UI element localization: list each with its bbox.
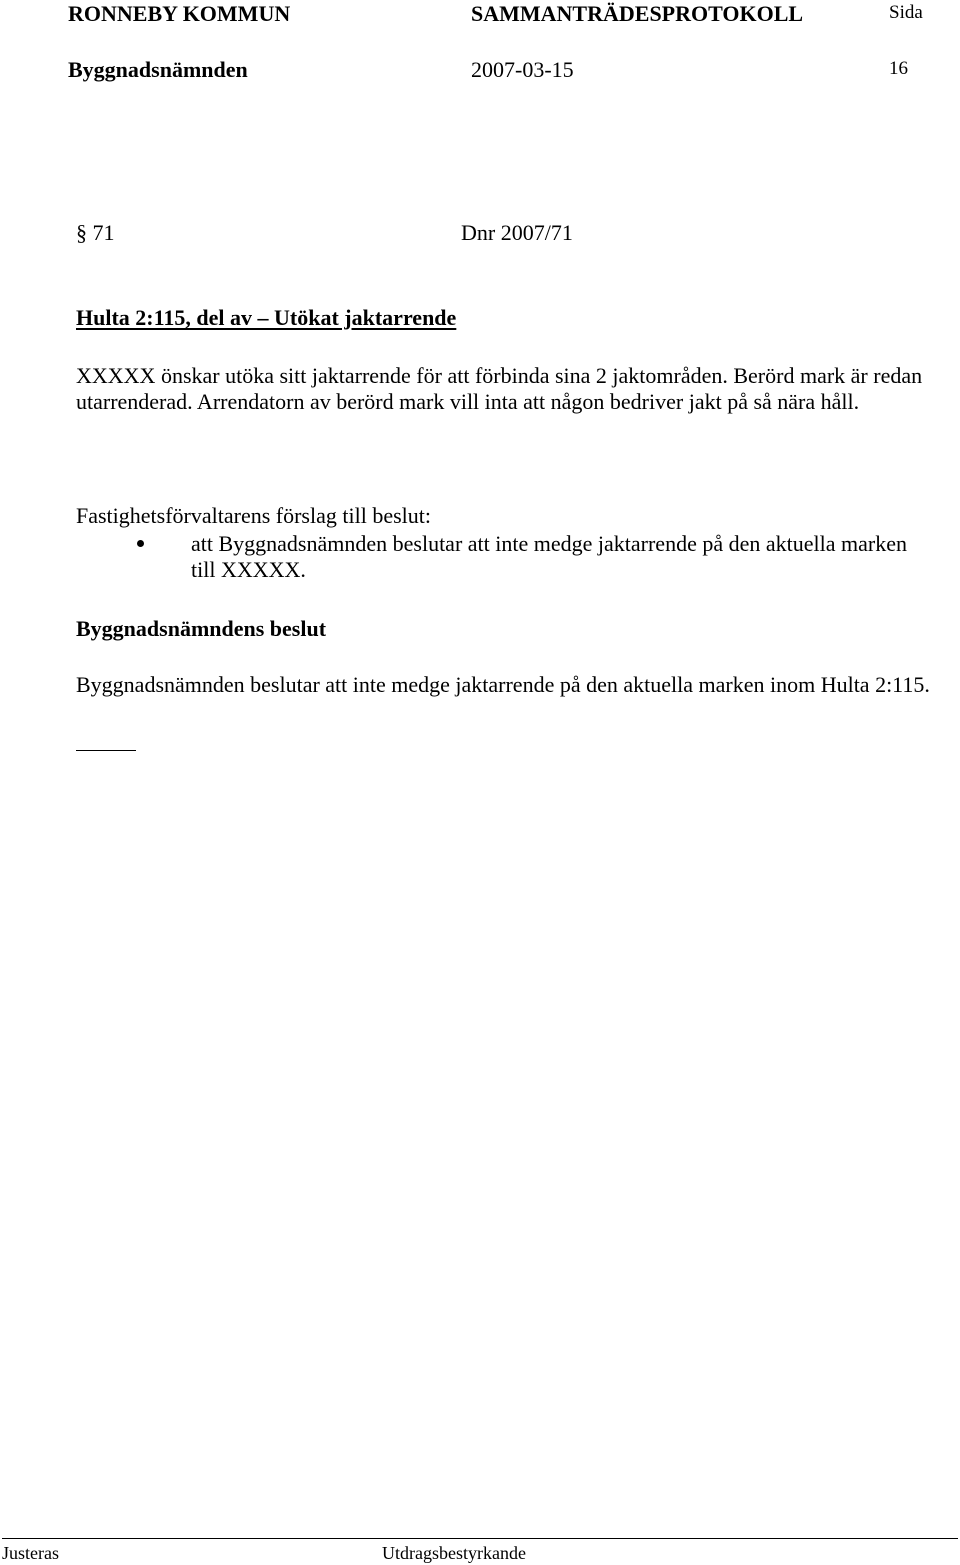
- extract-certified-label: Utdragsbestyrkande: [382, 1543, 526, 1563]
- intro-paragraph: XXXXX önskar utöka sitt jaktarrende för att förbinda sina 2 jaktområden. Berörd mark är redan utarrenderad. Arrendatorn av berörd mark vill inta att någon bedriver jakt på så nära håll.: [76, 363, 923, 414]
- decision-text: Byggnadsnämnden beslutar att inte medge jaktarrende på den aktuella marken inom Hulta 2:115.: [76, 672, 930, 697]
- footer-divider: [2, 1538, 958, 1539]
- proposal-label: Fastighetsförvaltarens förslag till beslut:: [76, 503, 431, 528]
- municipality-name: RONNEBY KOMMUN: [68, 1, 291, 26]
- page-number: 16: [889, 58, 908, 79]
- signed-label: Justeras: [2, 1543, 59, 1563]
- diary-number: Dnr 2007/71: [461, 220, 573, 245]
- page-label: Sida: [889, 2, 923, 23]
- decision-heading: Byggnadsnämndens beslut: [76, 616, 327, 641]
- paragraph-number: § 71: [76, 220, 115, 245]
- section-end-rule: [76, 750, 136, 751]
- section-heading: Hulta 2:115, del av – Utökat jaktarrende: [76, 305, 457, 330]
- proposal-item-text: att Byggnadsnämnden beslutar att inte medge jaktarrende på den aktuella marken till XXXXX.: [191, 531, 907, 582]
- board-name: Byggnadsnämnden: [68, 57, 248, 82]
- meeting-date: 2007-03-15: [471, 57, 574, 82]
- document-title: SAMMANTRÄDESPROTOKOLL: [471, 1, 804, 26]
- bullet-icon: [137, 540, 144, 547]
